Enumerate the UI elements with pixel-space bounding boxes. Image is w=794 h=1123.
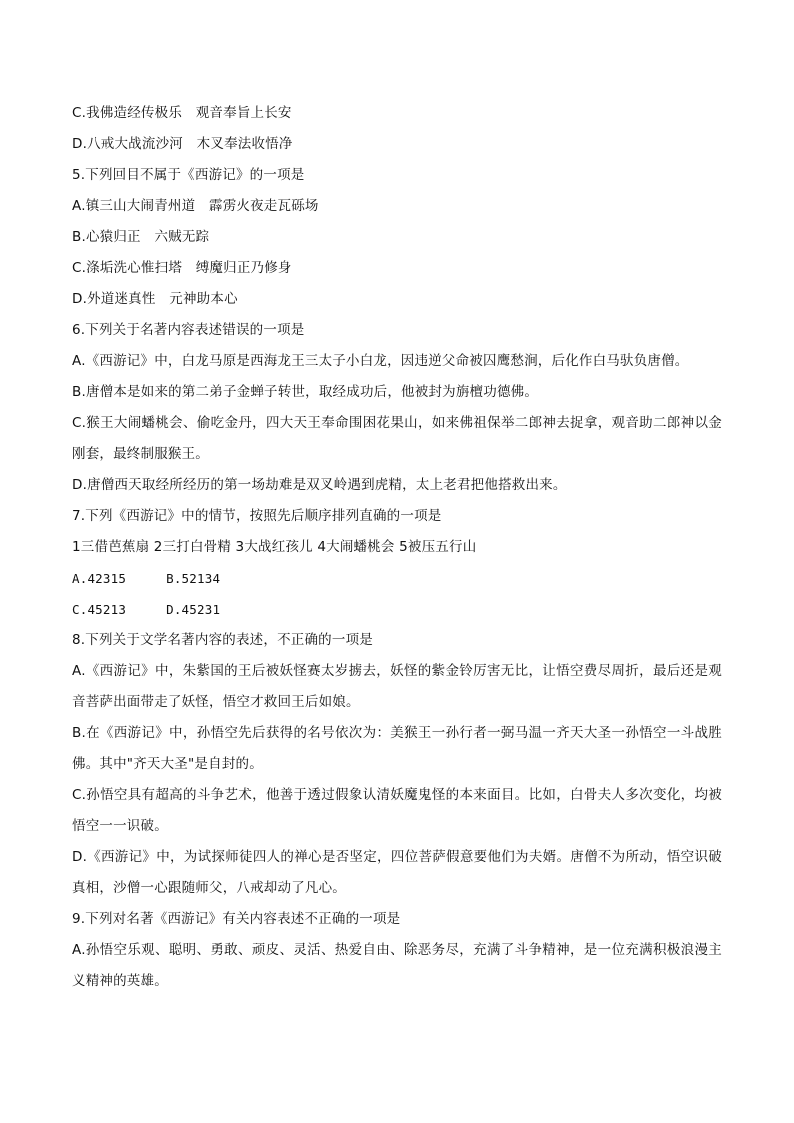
q9-question: 9.下列对名著《西游记》有关内容表述不正确的一项是 (72, 911, 401, 927)
q5-question: 5.下列回目不属于《西游记》的一项是 (72, 167, 305, 183)
q7-option-d: D.45231 (166, 602, 221, 617)
q4-option-d: D.八戒大战流沙河 木叉奉法收悟净 (72, 136, 293, 152)
q7-options-row-1 (72, 563, 722, 594)
q5-option-c: C.涤垢洗心惟扫塔 缚魔归正乃修身 (72, 260, 292, 276)
q7-option-a: A.42315 (72, 571, 127, 586)
document-page (72, 98, 722, 997)
q7-option-b: B.52134 (166, 571, 221, 586)
q6-question: 6.下列关于名著内容表述错误的一项是 (72, 322, 305, 338)
q8-option-a: A.《西游记》中，朱紫国的王后被妖怪赛太岁掳去，妖怪的紫金铃厉害无比，让悟空费尽周折，最后还是观音菩萨出面带走了妖怪，悟空才救回王后如娘。 (72, 663, 722, 710)
q7-option-c: C.45213 (72, 602, 127, 617)
q5-option-b: B.心猿归正 六贼无踪 (72, 229, 210, 245)
q8-option-c: C.孙悟空具有超高的斗争艺术，他善于透过假象认清妖魔鬼怪的本来面目。比如，白骨夫人多次变化，均被悟空一一识破。 (72, 787, 722, 834)
q6-option-a: A.《西游记》中，白龙马原是西海龙王三太子小白龙，因违逆父命被囚鹰愁涧，后化作白马驮负唐僧。 (72, 353, 689, 369)
q9-option-a: A.孙悟空乐观、聪明、勇敢、顽皮、灵活、热爱自由、除恶务尽，充满了斗争精神，是一位充满积极浪漫主义精神的英雄。 (72, 942, 722, 989)
q5-option-d: D.外道迷真性 元神助本心 (72, 291, 238, 307)
q5-option-a: A.镇三山大闹青州道 霹雳火夜走瓦砾场 (72, 198, 319, 214)
q4-option-c: C.我佛造经传极乐 观音奉旨上长安 (72, 105, 292, 121)
q7-sequence: 1三借芭蕉扇 2三打白骨精 3大战红孩儿 4大闹蟠桃会 5被压五行山 (72, 539, 477, 555)
q7-options-row-2 (72, 594, 722, 625)
q6-option-d: D.唐僧西天取经所经历的第一场劫难是双叉岭遇到虎精，太上老君把他搭救出来。 (72, 477, 567, 493)
q7-question: 7.下列《西游记》中的情节，按照先后顺序排列直确的一项是 (72, 508, 442, 524)
q6-option-c: C.猴王大闹蟠桃会、偷吃金丹，四大天王奉命围困花果山，如来佛祖保举二郎神去捉拿，观音助二郎神以金刚套，最终制服猴王。 (72, 415, 722, 462)
q6-option-b: B.唐僧本是如来的第二弟子金蝉子转世，取经成功后，他被封为旃檀功德佛。 (72, 384, 539, 400)
q8-question: 8.下列关于文学名著内容的表述，不正确的一项是 (72, 632, 373, 648)
q8-option-b: B.在《西游记》中，孙悟空先后获得的名号依次为：美猴王一孙行者一弼马温一齐天大圣一孙悟空一斗战胜佛。其中"齐天大圣"是自封的。 (72, 725, 722, 772)
q8-option-d: D.《西游记》中，为试探师徒四人的禅心是否坚定，四位菩萨假意要他们为夫婿。唐僧不为所动，悟空识破真相，沙僧一心跟随师父，八戒却动了凡心。 (72, 849, 722, 896)
